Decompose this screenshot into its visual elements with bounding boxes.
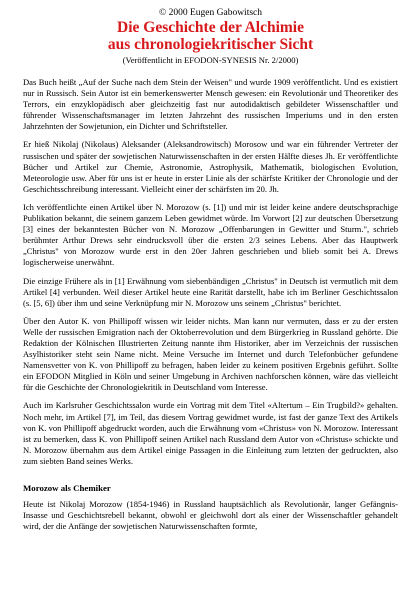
paragraph-2: Er hieß Nikolaj (Nikolaus) Aleksander (Aleksandrowitsch) Morosow und war ein führender Vertreter der russischen und später der sowjetischen Naturwissenschaften in der ersten Hälfte dieses Jh. Er veröffentlichte Bücher und Artikel zur Chemie, Astronomie, Astrophysik, Mathematik, biologischen Evolution, Meteorologie usw. Aber für uns ist er heute in erster Linie als der schärfste Kritiker der Chronologie und der Geschichtsschreibung interessant. Vielleicht einer der schärfsten im 20. Jh. xyxy=(23,139,398,194)
paragraph-6: Auch im Karlsruher Geschichtssalon wurde ein Vortrag mit dem Titel «Altertum – Ein Trugbild?» gehalten. Noch mehr, im Artikel [7], im Teil, das diesem Vortrag gewidmet wurde, ist fast der ganze Text des Artikels von K. von Phillipoff abgedruckt worden, auch die Erwähnung vom «Christus» von N. Morozow. Interessant ist zu bemerken, dass K. von Phillipoff seinen Artikel nach Russland dem Autor von «Christus» schickte und N. Morozow übernahm aus dem Artikel einige Passagen in die Einleitung zum letzten der gedruckten, also zum siebten Band seines Werks. xyxy=(23,400,398,466)
section-paragraph: Heute ist Nikolaj Morozow (1854-1946) in Russland hauptsächlich als Revolutionär, langer Gefängnis-Insasse und Geschichtsrebell bekannt, obwohl er gleichwohl dort als einer der Wissenschaftler gehandelt wird, der die Anfänge der sowjetischen Naturwissenschaften formte, xyxy=(23,499,398,532)
copyright-line: © 2000 Eugen Gabowitsch xyxy=(159,8,262,18)
paragraph-5: Über den Autor K. von Phillipoff wissen wir leider nichts. Man kann nur vermuten, dass er zu der ersten Welle der russischen Emigration nach der Oktoberrevolution und dem Bürgerkrieg in Russland gehörte. Die Redaktion der Kölnischen Illustrierten Zeitung nannte ihm Historiker, aber im Verzeichnis der russischen Asylhistoriker steht sein Name nicht. Meine Versuche im Internet und durch Telefonbücher gefundene Namensvetter von K. von Phillipoff zu befragen, haben leider zu keinem positiven Ergebnis geführt. Sollte ein EFODON Mitglied in Köln und seiner Umgebung in Archiven nachforschen können, wäre das vielleicht für die Geschichte der Chronologiekritik in Deutschland vom Interesse. xyxy=(23,315,398,393)
title-line-2: aus chronologiekritischer Sicht xyxy=(107,36,314,53)
paragraph-1: Das Buch heißt „Auf der Suche nach dem Stein der Weisen" und wurde 1909 veröffentlicht. Und es existiert nur in Russisch. Sein Autor ist ein bemerkenswerter Mensch gewesen: ein Revolutionär und Theoretiker des Terrors, ein enzyklopädisch aber gleichzeitig fast nur autodidaktisch gebildeter Wissenschaftler und führender Wissenschaftsmanager im letzten Jahrzehnt des russischen Imperiums und in den ersten Jahrzehnten der Sowjetunion, ein Dichter und Schriftsteller. xyxy=(23,77,398,132)
paragraph-4: Die einzige Frühere als in [1] Erwähnung vom siebenbändigen „Christus" in Deutsch ist vermutlich mit dem Artikel [4] verbunden. Weil dieser Artikel heute eine Rarität darstellt, habe ich im Berliner Geschichtssalon (s. [5, 6]) über ihm und seine Verknüpfung mir N. Morozow uns seinem „Christus" berichtet. xyxy=(23,275,398,308)
paragraph-3: Ich veröffentlichte einen Artikel über N. Morozow (s. [1]) und mir ist leider keine andere deutschsprachige Publikation bekannt, die seinem ganzem Leben gewidmet würde. Im Vorwort [2] zur deutschen Übersetzung [3] eines der bekanntesten Bücher von N. Morozow „Offenbarungen in Gewitter und Sturm.", schrieb berühmter Arthur Drews sehr eindrucksvoll über die ersten 2/3 seines Lebens. Aber das Hauptwerk „Christus" von Morozow wurde erst in den 20er Jahren geschrieben und blieb somit bei A. Drews logischerweise unerwähnt. xyxy=(23,201,398,268)
publication-note: (Veröffentlicht in EFODON-SYNESIS Nr. 2/2000) xyxy=(122,55,299,65)
section-heading: Morozow als Chemiker xyxy=(23,483,111,493)
title-line-1: Die Geschichte der Alchimie xyxy=(117,19,304,36)
